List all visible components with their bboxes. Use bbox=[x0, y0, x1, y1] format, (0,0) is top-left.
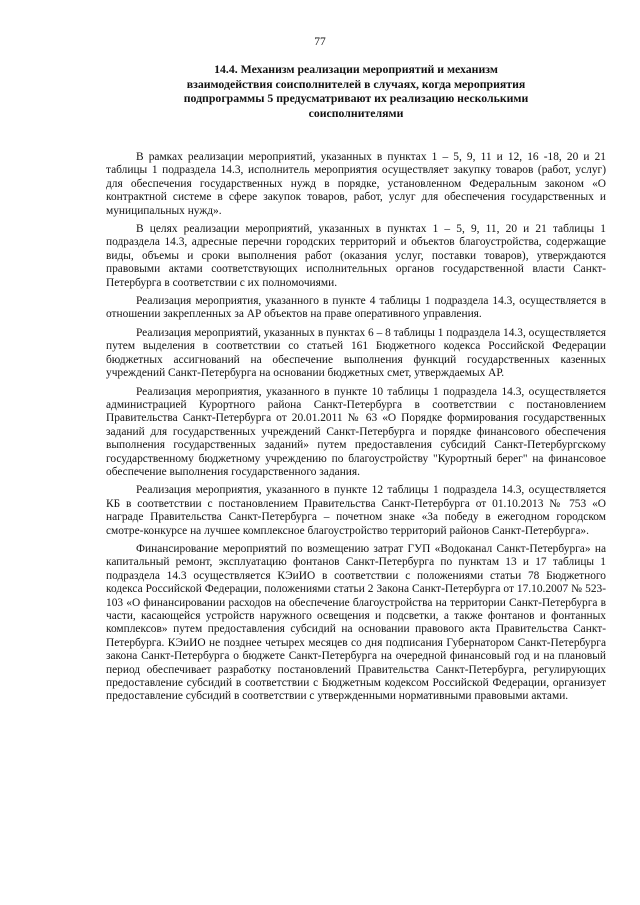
paragraph: Реализация мероприятия, указанного в пункте 4 таблицы 1 подраздела 14.3, осуществляется в отношении закрепленных за АР объектов на праве оперативного управления. bbox=[106, 295, 606, 321]
heading-line: подпрограммы 5 предусматривают их реализацию несколькими bbox=[183, 91, 529, 105]
paragraph: Реализация мероприятия, указанного в пункте 10 таблицы 1 подраздела 14.3, осуществляется администрацией Курортного района Санкт-Петербурга в соответствии с постановлением Правительства Санкт-Петербурга от 20.01.2011 № 63 «О Порядке формирования государственных заданий для государственных учреждений Санкт-Петербурга и порядке финансового обеспечения выполнения государственных заданий» путем предоставления субсидий Санкт-Петербургскому государственному бюджетному учреждению по благоустройству "Курортный берег" на финансовое обеспечение выполнения государственного задания. bbox=[106, 385, 606, 478]
paragraph: Реализация мероприятий, указанных в пунктах 6 – 8 таблицы 1 подраздела 14.3, осуществляется путем выделения в соответствии со статьей 161 Бюджетного кодекса Российской Федерации бюджетных ассигнований на обеспечение выполнения функций государственных казенных учреждений Санкт-Петербурга на основании бюджетных смет, утверждаемых АР. bbox=[106, 326, 607, 380]
heading-line: взаимодействия соисполнителей в случаях, когда мероприятия bbox=[186, 76, 526, 91]
heading-line: 14.4. Механизм реализации мероприятий и механизм bbox=[214, 62, 498, 76]
paragraph: В рамках реализации мероприятий, указанных в пунктах 1 – 5, 9, 11 и 12, 16 -18, 20 и 21 таблицы 1 подраздела 14.3, исполнитель мероприятия осуществляет закупку товаров (работ, услуг) для обеспечения государственных нужд в порядке, установленном Федеральным законом «О контрактной системе в сфере закупок товаров, работ, услуг для обеспечения государственных и муниципальных нужд». bbox=[106, 151, 606, 217]
section-heading bbox=[106, 62, 606, 120]
paragraph: В целях реализации мероприятий, указанных в пунктах 1 – 5, 9, 11, 20 и 21 таблицы 1 подраздела 14.3, адресные перечни городских территорий и объектов благоустройства, содержащие виды, объемы и сроки выполнения работ (оказания услуг, поставки товаров), утверждаются правовыми актами соответствующих исполнительных органов государственной власти Санкт-Петербурга в соответствии с их полномочиями. bbox=[106, 223, 606, 289]
heading-line: соисполнителями bbox=[308, 105, 404, 120]
paragraph: Финансирование мероприятий по возмещению затрат ГУП «Водоканал Санкт-Петербурга» на капитальный ремонт, эксплуатацию фонтанов Санкт-Петербурга по пунктам 13 и 17 таблицы 1 подраздела 14.3 осуществляется КЭиИО в соответствии с положениями статьи 78 Бюджетного кодекса Российской Федерации, положениями статьи 2 Закона Санкт-Петербурга от 17.10.2007 № 523-103 «О финансировании расходов на обеспечение благоустройства на территории Санкт-Петербурга в части, касающейся устройств наружного освещения и подсветки, а также фонтанов и фонтанных комплексов» путем предоставления субсидий на основании правового акта Правительства Санкт-Петербурга. КЭиИО не позднее четырех месяцев со дня подписания Губернатором Санкт-Петербурга закона Санкт-Петербурга о бюджете Санкт-Петербурга на очередной финансовый год и на плановый период обеспечивает разработку постановлений Правительства Санкт-Петербурга, регулирующих предоставление субсидий в соответствии с Бюджетным кодексом Российской Федерации, организует предоставление субсидий в соответствии с утвержденными нормативными правовыми актами. bbox=[106, 542, 606, 703]
page-number: 77 bbox=[314, 36, 326, 48]
paragraph: Реализация мероприятия, указанного в пункте 12 таблицы 1 подраздела 14.3, осуществляется КБ в соответствии с постановлением Правительства Санкт-Петербурга от 01.10.2013 № 753 «О награде Правительства Санкт-Петербурга – почетном знаке «За победу в ежегодном городском смотре-конкурсе на лучшее комплексное благоустройство территорий районов Санкт-Петербурга». bbox=[106, 484, 606, 537]
body-text bbox=[106, 151, 606, 709]
